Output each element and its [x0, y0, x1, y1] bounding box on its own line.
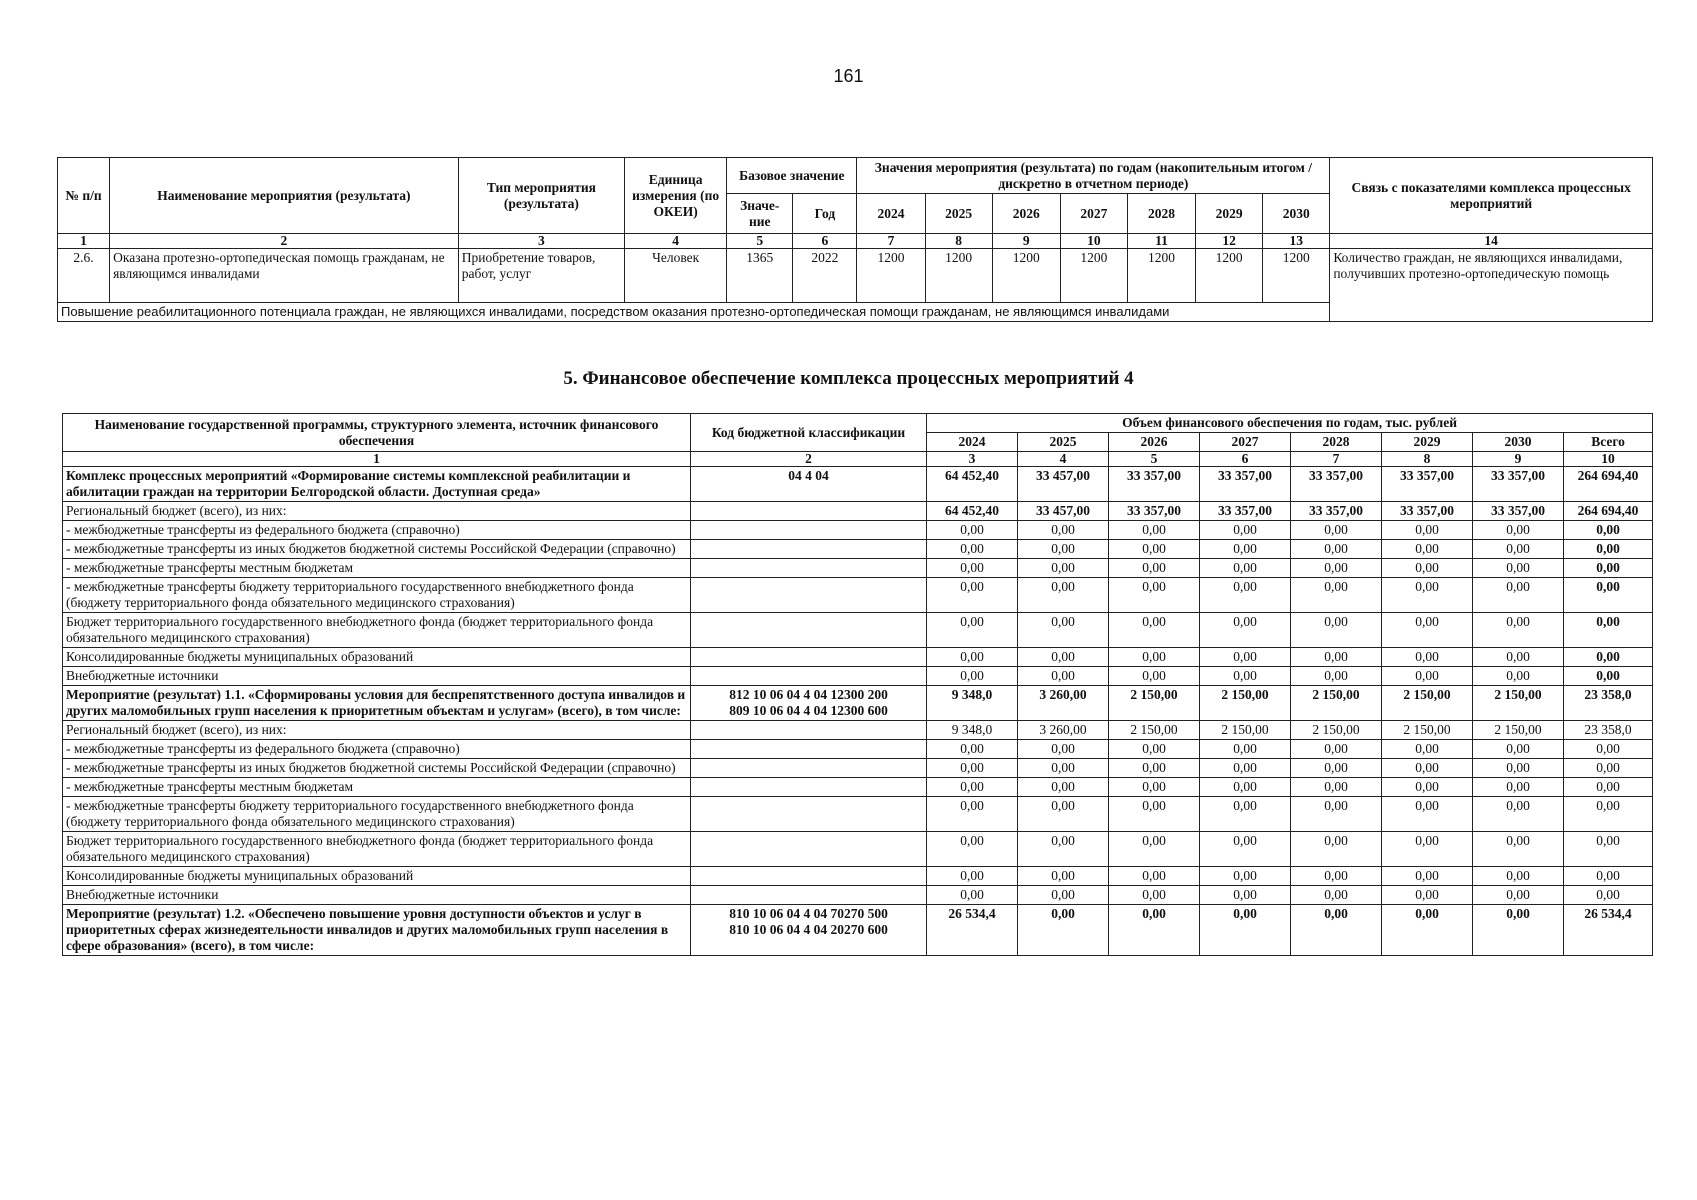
- finance-row-value: 0,00: [1382, 759, 1473, 778]
- col-num: 10: [1564, 452, 1653, 467]
- finance-row-value: 0,00: [1291, 759, 1382, 778]
- finance-row-value: 0,00: [1291, 540, 1382, 559]
- header-base: Базовое значение: [727, 158, 857, 194]
- finance-row-value: 33 357,00: [1473, 467, 1564, 502]
- finance-row-code: [691, 886, 927, 905]
- col-num: 6: [793, 234, 857, 249]
- finance-row: [63, 502, 1653, 521]
- col-num: 8: [1382, 452, 1473, 467]
- finance-row-value: 3 260,00: [1018, 721, 1109, 740]
- finance-row-value: 0,00: [1291, 905, 1382, 956]
- row-value: 1200: [857, 249, 925, 303]
- finance-row-value: 0,00: [1109, 559, 1200, 578]
- header-year: 2025: [925, 194, 992, 234]
- finance-row-value: 0,00: [1200, 759, 1291, 778]
- finance-row-value: 0,00: [1018, 740, 1109, 759]
- finance-row-value: 0,00: [1200, 540, 1291, 559]
- row-unit: Человек: [625, 249, 727, 303]
- finance-row-value: 0,00: [1109, 886, 1200, 905]
- finance-row-value: 2 150,00: [1473, 686, 1564, 721]
- finance-row-value: 0,00: [927, 886, 1018, 905]
- header-num: № п/п: [58, 158, 110, 234]
- finance-row-value: 0,00: [1109, 867, 1200, 886]
- finance-row-value: 0,00: [1473, 797, 1564, 832]
- finance-row-value: 0,00: [1200, 521, 1291, 540]
- finance-row-value: 0,00: [1200, 867, 1291, 886]
- col-num: 3: [458, 234, 624, 249]
- finance-row-total: 0,00: [1564, 559, 1653, 578]
- page-number: 161: [833, 66, 864, 86]
- header-year: 2026: [992, 194, 1060, 234]
- finance-row-value: 0,00: [1109, 740, 1200, 759]
- finance-row-value: 33 357,00: [1473, 502, 1564, 521]
- finance-row-value: 0,00: [1018, 867, 1109, 886]
- col-num: 9: [992, 234, 1060, 249]
- finance-row-code: [691, 559, 927, 578]
- finance-row-value: 0,00: [1291, 578, 1382, 613]
- finance-row-code: [691, 502, 927, 521]
- fin-header-volume: Объем финансового обеспечения по годам, тыс. рублей: [927, 414, 1653, 433]
- finance-row-total: 0,00: [1564, 832, 1653, 867]
- finance-row-value: 0,00: [1382, 832, 1473, 867]
- finance-row-value: 0,00: [1200, 559, 1291, 578]
- row-value: 1200: [1196, 249, 1263, 303]
- finance-row: [63, 578, 1653, 613]
- finance-row-value: 33 357,00: [1291, 502, 1382, 521]
- finance-row-value: 2 150,00: [1109, 686, 1200, 721]
- col-num: 9: [1473, 452, 1564, 467]
- fin-header-year: 2027: [1200, 433, 1291, 452]
- finance-row-value: 33 357,00: [1109, 467, 1200, 502]
- finance-row-name: - межбюджетные трансферты бюджету территориального государственного внебюджетного фонда (бюджету территориального фонда обязательного медицинского страхования): [63, 578, 691, 613]
- finance-row-value: 9 348,0: [927, 721, 1018, 740]
- finance-row-total: 0,00: [1564, 886, 1653, 905]
- fin-header-year: 2024: [927, 433, 1018, 452]
- finance-row-value: 0,00: [1382, 667, 1473, 686]
- finance-row-code: [691, 613, 927, 648]
- finance-row-name: Комплекс процессных мероприятий «Формирование системы комплексной реабилитации и абилитации граждан на территории Белгородской области. Доступная среда»: [63, 467, 691, 502]
- col-num: 10: [1060, 234, 1127, 249]
- finance-row-value: 0,00: [1382, 613, 1473, 648]
- finance-row-value: 0,00: [1382, 521, 1473, 540]
- finance-row-value: 3 260,00: [1018, 686, 1109, 721]
- finance-row-value: 0,00: [1018, 797, 1109, 832]
- finance-row-value: 0,00: [927, 740, 1018, 759]
- row-value: 1200: [1127, 249, 1195, 303]
- finance-row-value: 0,00: [1473, 886, 1564, 905]
- finance-row-value: 0,00: [1291, 667, 1382, 686]
- finance-row-value: 33 457,00: [1018, 467, 1109, 502]
- finance-row-value: 0,00: [1109, 578, 1200, 613]
- finance-row-name: - межбюджетные трансферты из федерального бюджета (справочно): [63, 521, 691, 540]
- finance-row-value: 0,00: [1382, 797, 1473, 832]
- finance-row-value: 0,00: [927, 832, 1018, 867]
- col-num: 5: [727, 234, 793, 249]
- finance-row-value: 0,00: [1200, 905, 1291, 956]
- finance-row-value: 0,00: [1109, 613, 1200, 648]
- table-row: [58, 249, 1653, 303]
- finance-row-value: 0,00: [1382, 740, 1473, 759]
- finance-row-value: 0,00: [1291, 832, 1382, 867]
- row-num: 2.6.: [58, 249, 110, 303]
- finance-row-value: 0,00: [1018, 778, 1109, 797]
- finance-row-total: 0,00: [1564, 667, 1653, 686]
- header-base-value: Значе-ние: [727, 194, 793, 234]
- header-base-year: Год: [793, 194, 857, 234]
- finance-row-code: [691, 832, 927, 867]
- col-num: 14: [1330, 234, 1653, 249]
- finance-row-total: 264 694,40: [1564, 467, 1653, 502]
- fin-header-year: 2026: [1109, 433, 1200, 452]
- finance-row-total: 0,00: [1564, 521, 1653, 540]
- row-value: 1200: [992, 249, 1060, 303]
- finance-row-value: 2 150,00: [1200, 686, 1291, 721]
- row-value: 1200: [1263, 249, 1330, 303]
- finance-row-value: 0,00: [1018, 759, 1109, 778]
- finance-row: [63, 540, 1653, 559]
- fin-header-year: 2025: [1018, 433, 1109, 452]
- fin-header-year: 2029: [1382, 433, 1473, 452]
- col-num: 8: [925, 234, 992, 249]
- finance-row-value: 2 150,00: [1291, 721, 1382, 740]
- finance-row-total: 26 534,4: [1564, 905, 1653, 956]
- finance-row-code: [691, 667, 927, 686]
- finance-row-value: 2 150,00: [1200, 721, 1291, 740]
- finance-row-code: [691, 867, 927, 886]
- finance-row-value: 0,00: [1473, 740, 1564, 759]
- finance-row-value: 0,00: [1109, 759, 1200, 778]
- finance-row-value: 2 150,00: [1291, 686, 1382, 721]
- finance-row-value: 33 357,00: [1200, 502, 1291, 521]
- finance-row-code: [691, 778, 927, 797]
- finance-row-value: 2 150,00: [1382, 686, 1473, 721]
- finance-row-total: 23 358,0: [1564, 686, 1653, 721]
- finance-row-value: 0,00: [1291, 797, 1382, 832]
- finance-row-value: 0,00: [1018, 648, 1109, 667]
- finance-row-name: Консолидированные бюджеты муниципальных образований: [63, 648, 691, 667]
- finance-row-value: 0,00: [1473, 559, 1564, 578]
- finance-row-name: Консолидированные бюджеты муниципальных образований: [63, 867, 691, 886]
- finance-row-value: 0,00: [1109, 648, 1200, 667]
- col-num: 2: [691, 452, 927, 467]
- finance-row-total: 264 694,40: [1564, 502, 1653, 521]
- row-base-year: 2022: [793, 249, 857, 303]
- finance-row-value: 0,00: [1109, 832, 1200, 867]
- col-num: 2: [110, 234, 459, 249]
- finance-row: [63, 648, 1653, 667]
- finance-row: [63, 886, 1653, 905]
- header-year: 2030: [1263, 194, 1330, 234]
- finance-row-value: 0,00: [1473, 578, 1564, 613]
- finance-row-value: 0,00: [1382, 886, 1473, 905]
- row-link: Количество граждан, не являющихся инвалидами, получивших протезно-ортопедическую помощь: [1330, 249, 1653, 322]
- finance-row-value: 9 348,0: [927, 686, 1018, 721]
- header-year: 2024: [857, 194, 925, 234]
- finance-row-value: 0,00: [1109, 667, 1200, 686]
- finance-row-value: 0,00: [927, 648, 1018, 667]
- row-base-value: 1365: [727, 249, 793, 303]
- finance-row-name: Региональный бюджет (всего), из них:: [63, 502, 691, 521]
- results-table: [57, 157, 1653, 322]
- finance-row-value: 0,00: [1109, 540, 1200, 559]
- finance-row-code: [691, 648, 927, 667]
- finance-row-code: 812 10 06 04 4 04 12300 200 809 10 06 04 4 04 12300 600: [691, 686, 927, 721]
- finance-row: [63, 832, 1653, 867]
- finance-row-total: 0,00: [1564, 613, 1653, 648]
- header-unit: Единица измерения (по ОКЕИ): [625, 158, 727, 234]
- finance-row: [63, 905, 1653, 956]
- finance-row-total: 0,00: [1564, 740, 1653, 759]
- fin-header-name: Наименование государственной программы, структурного элемента, источник финансового обеспечения: [63, 414, 691, 452]
- col-num: 11: [1127, 234, 1195, 249]
- finance-row-name: - межбюджетные трансферты местным бюджетам: [63, 559, 691, 578]
- col-num: 7: [1291, 452, 1382, 467]
- finance-row-value: 0,00: [1018, 521, 1109, 540]
- finance-row-value: 0,00: [927, 797, 1018, 832]
- finance-row-value: 33 357,00: [1382, 467, 1473, 502]
- finance-row-name: Мероприятие (результат) 1.1. «Сформированы условия для беспрепятственного доступа инвалидов и других маломобильных групп населения к приоритетным объектам и услугам» (всего), в том числе:: [63, 686, 691, 721]
- finance-row-value: 0,00: [1018, 613, 1109, 648]
- col-num: 12: [1196, 234, 1263, 249]
- finance-row-name: Внебюджетные источники: [63, 886, 691, 905]
- finance-row-value: 33 357,00: [1382, 502, 1473, 521]
- row-value: 1200: [1060, 249, 1127, 303]
- finance-row: [63, 613, 1653, 648]
- finance-row: [63, 686, 1653, 721]
- finance-row-value: 0,00: [1109, 778, 1200, 797]
- finance-row-value: 64 452,40: [927, 502, 1018, 521]
- header-type: Тип мероприятия (результата): [458, 158, 624, 234]
- finance-row-total: 0,00: [1564, 648, 1653, 667]
- finance-row-total: 0,00: [1564, 578, 1653, 613]
- finance-row-total: 0,00: [1564, 540, 1653, 559]
- finance-row-value: 0,00: [1200, 667, 1291, 686]
- finance-table: [62, 413, 1653, 956]
- finance-row: [63, 797, 1653, 832]
- finance-row-value: 0,00: [1473, 667, 1564, 686]
- finance-row-total: 0,00: [1564, 778, 1653, 797]
- finance-row-value: 0,00: [1200, 648, 1291, 667]
- header-by-years: Значения мероприятия (результата) по годам (накопительным итогом / дискретно в отчетном периоде): [857, 158, 1330, 194]
- finance-row-value: 2 150,00: [1109, 721, 1200, 740]
- finance-row-value: 0,00: [927, 867, 1018, 886]
- finance-row-value: 0,00: [1200, 797, 1291, 832]
- finance-row-value: 0,00: [1291, 613, 1382, 648]
- finance-row-value: 0,00: [927, 778, 1018, 797]
- finance-row-value: 0,00: [1200, 578, 1291, 613]
- finance-row-value: 33 457,00: [1018, 502, 1109, 521]
- finance-table-body: [63, 467, 1653, 956]
- finance-row-value: 0,00: [1382, 540, 1473, 559]
- finance-row-value: 0,00: [927, 521, 1018, 540]
- finance-row-name: Мероприятие (результат) 1.2. «Обеспечено повышение уровня доступности объектов и услуг в приоритетных сферах жизнедеятельности инвалидов и других маломобильных групп населения в сфере образования» (всего), в том числе:: [63, 905, 691, 956]
- header-year: 2029: [1196, 194, 1263, 234]
- finance-row-value: 0,00: [1291, 778, 1382, 797]
- finance-row-value: 2 150,00: [1473, 721, 1564, 740]
- col-num: 5: [1109, 452, 1200, 467]
- finance-row-value: 0,00: [1291, 740, 1382, 759]
- finance-row-value: 33 357,00: [1200, 467, 1291, 502]
- finance-row-value: 0,00: [927, 559, 1018, 578]
- finance-row: [63, 778, 1653, 797]
- finance-row-value: 0,00: [1382, 578, 1473, 613]
- finance-row-code: 04 4 04: [691, 467, 927, 502]
- finance-row-value: 0,00: [1018, 540, 1109, 559]
- finance-row-value: 0,00: [1200, 832, 1291, 867]
- fin-header-year: 2030: [1473, 433, 1564, 452]
- section-title: 5. Финансовое обеспечение комплекса процессных мероприятий 4: [563, 368, 1134, 389]
- finance-row-name: Региональный бюджет (всего), из них:: [63, 721, 691, 740]
- finance-row-value: 0,00: [1200, 886, 1291, 905]
- finance-row: [63, 559, 1653, 578]
- finance-row-value: 0,00: [1382, 905, 1473, 956]
- finance-row-value: 2 150,00: [1382, 721, 1473, 740]
- row-type: Приобретение товаров, работ, услуг: [458, 249, 624, 303]
- header-year: 2027: [1060, 194, 1127, 234]
- finance-row-name: Внебюджетные источники: [63, 667, 691, 686]
- finance-row-value: 64 452,40: [927, 467, 1018, 502]
- finance-row: [63, 467, 1653, 502]
- finance-row-value: 0,00: [1018, 832, 1109, 867]
- finance-row-code: [691, 759, 927, 778]
- finance-row-value: 0,00: [1109, 905, 1200, 956]
- finance-row-value: 0,00: [1109, 521, 1200, 540]
- finance-row-value: 0,00: [1018, 578, 1109, 613]
- fin-header-total: Всего: [1564, 433, 1653, 452]
- col-num: 3: [927, 452, 1018, 467]
- finance-row: [63, 667, 1653, 686]
- finance-row-code: [691, 521, 927, 540]
- finance-row: [63, 740, 1653, 759]
- finance-row-value: 0,00: [1291, 886, 1382, 905]
- finance-row-code: [691, 797, 927, 832]
- finance-row-name: - межбюджетные трансферты бюджету территориального государственного внебюджетного фонда (бюджету территориального фонда обязательного медицинского страхования): [63, 797, 691, 832]
- col-num: 4: [625, 234, 727, 249]
- finance-row-name: - межбюджетные трансферты местным бюджетам: [63, 778, 691, 797]
- finance-row-name: Бюджет территориального государственного внебюджетного фонда (бюджет территориального фонда обязательного медицинского страхования): [63, 613, 691, 648]
- finance-row-value: 0,00: [1382, 867, 1473, 886]
- finance-row-value: 0,00: [1200, 613, 1291, 648]
- finance-row-code: [691, 721, 927, 740]
- header-link: Связь с показателями комплекса процессных мероприятий: [1330, 158, 1653, 234]
- finance-row-value: 0,00: [1473, 759, 1564, 778]
- finance-row-value: 0,00: [1382, 648, 1473, 667]
- col-num: 7: [857, 234, 925, 249]
- finance-row-value: 0,00: [1473, 613, 1564, 648]
- finance-row-value: 0,00: [927, 759, 1018, 778]
- finance-row-value: 0,00: [1291, 648, 1382, 667]
- finance-row-value: 0,00: [1473, 832, 1564, 867]
- col-num: 4: [1018, 452, 1109, 467]
- finance-row-value: 0,00: [1382, 778, 1473, 797]
- finance-row: [63, 721, 1653, 740]
- finance-row-value: 0,00: [1018, 559, 1109, 578]
- finance-row-code: [691, 578, 927, 613]
- finance-row-value: 0,00: [1473, 778, 1564, 797]
- row-name: Оказана протезно-ортопедическая помощь гражданам, не являющимся инвалидами: [110, 249, 459, 303]
- finance-row-value: 0,00: [1200, 778, 1291, 797]
- fin-header-year: 2028: [1291, 433, 1382, 452]
- finance-row-name: - межбюджетные трансферты из федерального бюджета (справочно): [63, 740, 691, 759]
- finance-row-value: 0,00: [1382, 559, 1473, 578]
- header-name: Наименование мероприятия (результата): [110, 158, 459, 234]
- col-num: 1: [58, 234, 110, 249]
- finance-row-value: 0,00: [1473, 521, 1564, 540]
- finance-row-value: 0,00: [927, 667, 1018, 686]
- finance-row-value: 33 357,00: [1291, 467, 1382, 502]
- finance-row-total: 23 358,0: [1564, 721, 1653, 740]
- col-num: 13: [1263, 234, 1330, 249]
- finance-row-value: 0,00: [1109, 797, 1200, 832]
- fin-header-code: Код бюджетной классификации: [691, 414, 927, 452]
- row-value: 1200: [925, 249, 992, 303]
- column-number-row: [58, 234, 1653, 249]
- finance-row-value: 0,00: [1291, 559, 1382, 578]
- finance-row: [63, 759, 1653, 778]
- finance-row-code: [691, 740, 927, 759]
- finance-row-value: 33 357,00: [1109, 502, 1200, 521]
- finance-row: [63, 867, 1653, 886]
- col-num: 1: [63, 452, 691, 467]
- finance-row-code: [691, 540, 927, 559]
- finance-row-value: 0,00: [1018, 667, 1109, 686]
- finance-row-name: Бюджет территориального государственного внебюджетного фонда (бюджет территориального фонда обязательного медицинского страхования): [63, 832, 691, 867]
- finance-row: [63, 521, 1653, 540]
- finance-row-value: 0,00: [1018, 886, 1109, 905]
- finance-row-name: - межбюджетные трансферты из иных бюджетов бюджетной системы Российской Федерации (справочно): [63, 540, 691, 559]
- finance-row-value: 0,00: [927, 540, 1018, 559]
- finance-row-value: 0,00: [1291, 867, 1382, 886]
- finance-row-value: 0,00: [927, 578, 1018, 613]
- finance-row-value: 0,00: [1200, 740, 1291, 759]
- finance-row-total: 0,00: [1564, 867, 1653, 886]
- finance-row-value: 0,00: [1473, 905, 1564, 956]
- finance-row-total: 0,00: [1564, 797, 1653, 832]
- fin-column-number-row: [63, 452, 1653, 467]
- finance-row-value: 0,00: [1018, 905, 1109, 956]
- finance-row-name: - межбюджетные трансферты из иных бюджетов бюджетной системы Российской Федерации (справочно): [63, 759, 691, 778]
- finance-row-value: 0,00: [1473, 867, 1564, 886]
- col-num: 6: [1200, 452, 1291, 467]
- header-year: 2028: [1127, 194, 1195, 234]
- finance-row-value: 0,00: [1473, 648, 1564, 667]
- finance-row-code: 810 10 06 04 4 04 70270 500 810 10 06 04 4 04 20270 600: [691, 905, 927, 956]
- finance-row-value: 0,00: [1291, 521, 1382, 540]
- finance-row-value: 0,00: [927, 613, 1018, 648]
- table-footer: Повышение реабилитационного потенциала граждан, не являющихся инвалидами, посредством оказания протезно-ортопедическая помощи гражданам, не являющимся инвалидами: [58, 303, 1330, 322]
- finance-row-total: 0,00: [1564, 759, 1653, 778]
- finance-row-value: 0,00: [1473, 540, 1564, 559]
- finance-row-value: 26 534,4: [927, 905, 1018, 956]
